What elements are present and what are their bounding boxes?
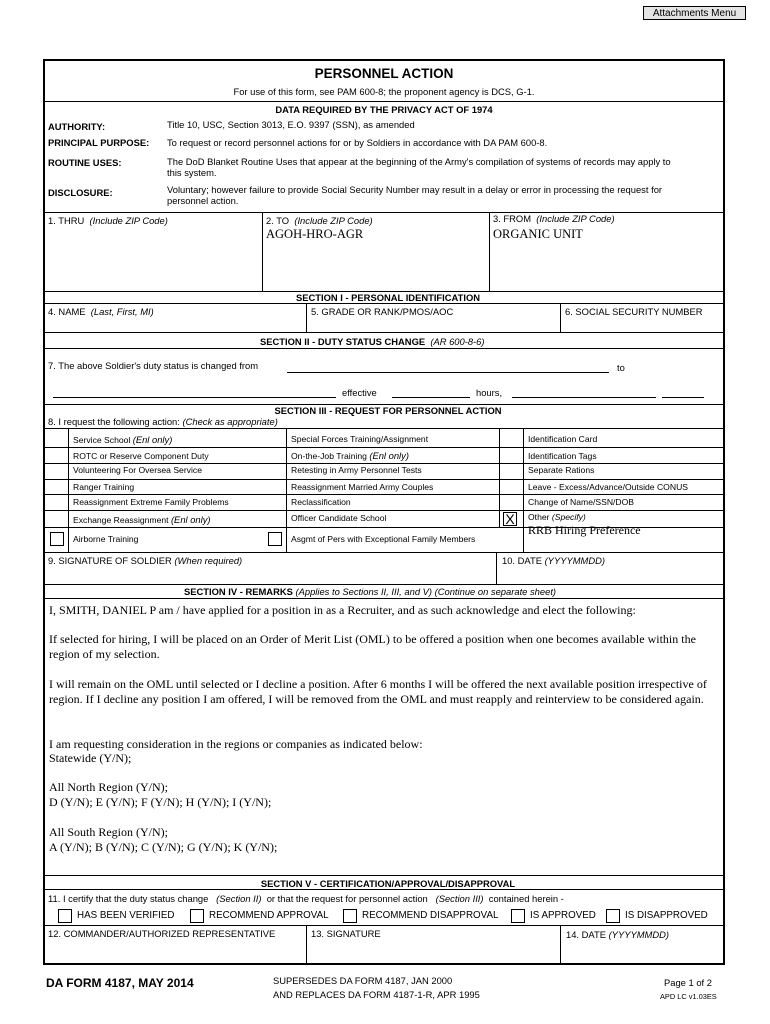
remark-line: I will remain on the OML until selected or I decline a position. After 6 months I will be offered the next available position irrespective of region. If I decline any position I am offered, I will be removed from the OML and must reapply and reinterview to be considered again. — [49, 677, 707, 706]
action-special-forces[interactable]: Special Forces Training/Assignment — [291, 434, 429, 444]
thru-label: 1. THRU — [48, 215, 85, 226]
option-verified: HAS BEEN VERIFIED — [77, 910, 175, 921]
thru-field[interactable] — [48, 215, 168, 226]
thru-hint: (Include ZIP Code) — [89, 215, 168, 226]
request-label: 8. I request the following action: (Check as appropriate) — [48, 416, 278, 427]
recommend-disapproval-checkbox[interactable] — [343, 909, 357, 923]
option-recommend-approval: RECOMMEND APPROVAL — [209, 910, 329, 921]
soldier-date-field[interactable]: 10. DATE (YYYYMMDD) — [502, 555, 605, 566]
status-from-line[interactable] — [287, 372, 609, 373]
privacy-heading: DATA REQUIRED BY THE PRIVACY ACT OF 1974 — [275, 104, 493, 115]
to-value[interactable]: AGOH-HRO-AGR — [266, 227, 364, 241]
routine-text: The DoD Blanket Routine Uses that appear at the beginning of the Army's compilation of systems of records may apply to this system. — [167, 156, 671, 178]
action-service-school[interactable]: Service School (Enl only) — [73, 434, 173, 445]
action-ocs[interactable]: Officer Candidate School — [291, 513, 387, 523]
has-been-verified-checkbox[interactable] — [58, 909, 72, 923]
status-to: to — [617, 362, 625, 373]
status-hours: hours, — [476, 387, 503, 398]
action-reassignment-family[interactable]: Reassignment Extreme Family Problems — [73, 497, 229, 507]
remark-line: I am requesting consideration in the regions or companies as indicated below: — [49, 737, 423, 751]
ssn-field[interactable]: 6. SOCIAL SECURITY NUMBER — [565, 306, 703, 317]
action-rotc-reserve[interactable]: ROTC or Reserve Component Duty — [73, 451, 209, 461]
purpose-label: PRINCIPAL PURPOSE: — [48, 137, 150, 148]
airborne-checkbox[interactable] — [50, 532, 64, 546]
is-disapproved-checkbox[interactable] — [606, 909, 620, 923]
action-reclassification[interactable]: Reclassification — [291, 497, 351, 507]
remark-line: Statewide (Y/N); — [49, 751, 132, 765]
other-specify-value[interactable]: RRB Hiring Preference — [528, 523, 641, 537]
disclosure-label: DISCLOSURE: — [48, 187, 113, 198]
is-approved-checkbox[interactable] — [511, 909, 525, 923]
section1-heading: SECTION I - PERSONAL IDENTIFICATION — [295, 292, 481, 303]
status-effective: effective — [342, 387, 377, 398]
soldier-signature-field[interactable]: 9. SIGNATURE OF SOLDIER (When required) — [48, 555, 243, 566]
certify-statement: 11. I certify that the duty status change (Section II) or that the request for personnel action (Section III) contained herein - — [48, 893, 564, 904]
action-ranger-training[interactable]: Ranger Training — [73, 482, 135, 492]
remark-line: I, SMITH, DANIEL P am / have applied for a position in as a Recruiter, and as such acknowledge and elect the following: — [49, 603, 636, 617]
remark-line: All South Region (Y/N); — [49, 825, 168, 839]
action-married-couples[interactable]: Reassignment Married Army Couples — [291, 482, 434, 492]
authority-label: AUTHORITY: — [48, 121, 106, 132]
authority-text: Title 10, USC, Section 3013, E.O. 9397 (SSN), as amended — [167, 119, 415, 130]
form-id: DA FORM 4187, MAY 2014 — [46, 976, 194, 990]
from-field-label: 3. FROM (Include ZIP Code) — [493, 213, 615, 224]
section5-heading: SECTION V - CERTIFICATION/APPROVAL/DISAPPROVAL — [260, 878, 516, 889]
section3-heading: SECTION III - REQUEST FOR PERSONNEL ACTION — [274, 405, 502, 416]
action-exchange-reassignment[interactable]: Exchange Reassignment (Enl only) — [73, 514, 211, 525]
option-recommend-disapproval: RECOMMEND DISAPPROVAL — [362, 910, 499, 921]
from-value[interactable]: ORGANIC UNIT — [493, 227, 583, 241]
supersedes-line-1: SUPERSEDES DA FORM 4187, JAN 2000 — [273, 975, 453, 986]
recommend-approval-checkbox[interactable] — [190, 909, 204, 923]
action-ojt[interactable]: On-the-Job Training (Enl only) — [291, 450, 409, 461]
hours-line-2[interactable] — [662, 397, 704, 398]
other-checkbox[interactable]: X — [503, 512, 517, 526]
approval-date-field[interactable]: 14. DATE (YYYYMMDD) — [566, 929, 669, 940]
section2-heading: SECTION II - DUTY STATUS CHANGE (AR 600-8-6) — [260, 336, 485, 347]
supersedes-line-2: AND REPLACES DA FORM 4187-1-R, APR 1995 — [273, 989, 480, 1000]
signature-field[interactable]: 13. SIGNATURE — [311, 928, 381, 939]
action-retesting[interactable]: Retesting in Army Personnel Tests — [291, 465, 422, 475]
page-number: Page 1 of 2 — [664, 977, 712, 988]
to-field-label: 2. TO (Include ZIP Code) — [266, 215, 373, 226]
form-version: APD LC v1.03ES — [660, 992, 717, 1001]
routine-label: ROUTINE USES: — [48, 157, 122, 168]
option-disapproved: IS DISAPPROVED — [625, 910, 708, 921]
name-field[interactable]: 4. NAME (Last, First, MI) — [48, 306, 154, 317]
use-note: For use of this form, see PAM 600-8; the proponent agency is DCS, G-1. — [233, 86, 535, 97]
form-title: PERSONNEL ACTION — [314, 66, 454, 81]
action-id-tags[interactable]: Identification Tags — [528, 451, 597, 461]
asgmt-exceptional-checkbox[interactable] — [268, 532, 282, 546]
action-leave[interactable]: Leave - Excess/Advance/Outside CONUS — [528, 482, 689, 492]
attachments-menu-button[interactable]: Attachments Menu — [643, 6, 746, 20]
effective-date-line[interactable] — [392, 397, 470, 398]
action-exceptional-family[interactable]: Asgmt of Pers with Exceptional Family Members — [291, 534, 476, 544]
remark-line: If selected for hiring, I will be placed on an Order of Merit List (OML) to be offered a position when one becomes available within the region of my selection. — [49, 632, 696, 661]
commander-field[interactable]: 12. COMMANDER/AUTHORIZED REPRESENTATIVE — [48, 928, 276, 939]
action-separate-rations[interactable]: Separate Rations — [528, 465, 595, 475]
action-oversea-service[interactable]: Volunteering For Oversea Service — [73, 465, 202, 475]
remark-line: A (Y/N); B (Y/N); C (Y/N); G (Y/N); K (Y/N); — [49, 840, 278, 854]
remark-line: All North Region (Y/N); — [49, 780, 168, 794]
disclosure-text: Voluntary; however failure to provide Social Security Number may result in a delay or error in processing the request for personnel action. — [167, 184, 663, 206]
grade-field[interactable]: 5. GRADE OR RANK/PMOS/AOC — [311, 306, 454, 317]
hours-line-1[interactable] — [512, 397, 656, 398]
action-id-card[interactable]: Identification Card — [528, 434, 598, 444]
status-changed-from: 7. The above Soldier's duty status is changed from — [48, 360, 259, 371]
remark-line: D (Y/N); E (Y/N); F (Y/N); H (Y/N); I (Y/N); — [49, 795, 272, 809]
action-change-name[interactable]: Change of Name/SSN/DOB — [528, 497, 635, 507]
action-airborne-training[interactable]: Airborne Training — [73, 534, 139, 544]
status-to-line[interactable] — [53, 397, 336, 398]
action-other[interactable]: Other (Specify) — [528, 512, 586, 522]
section4-heading: SECTION IV - REMARKS (Applies to Sections II, III, and V) (Continue on separate sheet) — [184, 586, 557, 597]
option-approved: IS APPROVED — [530, 910, 596, 921]
purpose-text: To request or record personnel actions for or by Soldiers in accordance with DA PAM 600-8. — [167, 137, 548, 148]
